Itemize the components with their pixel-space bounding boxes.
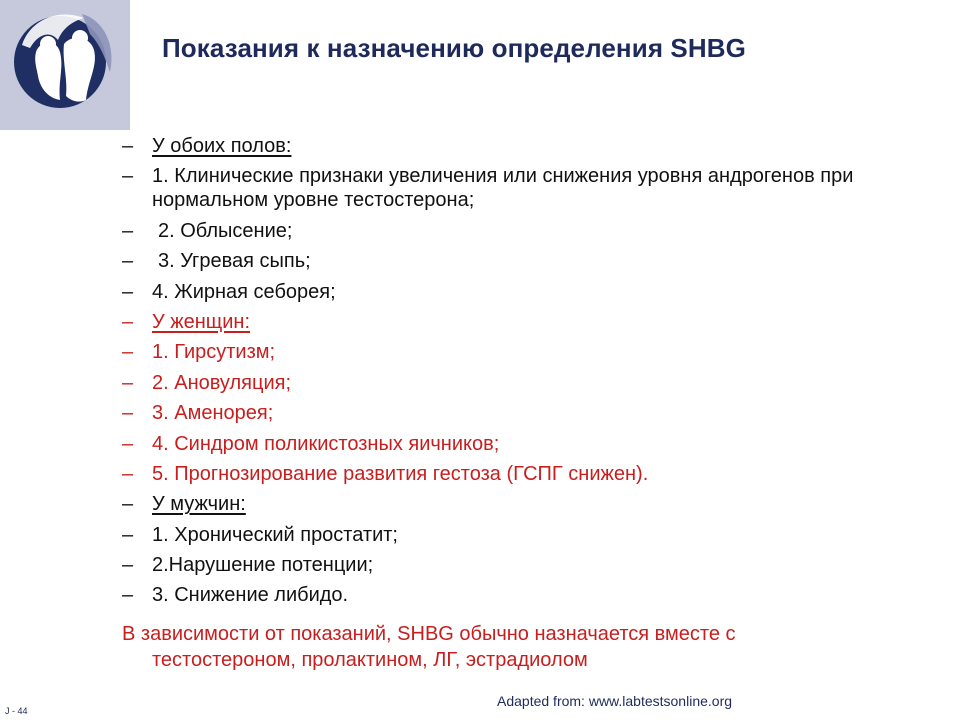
list-item-text: 3. Снижение либидо. — [152, 584, 349, 607]
summary-line-2: тестостероном, пролактином, ЛГ, эстрадиолом — [152, 649, 588, 671]
list-item — [122, 583, 932, 613]
list-item-men-header — [122, 492, 932, 522]
source-citation: Adapted from: www.labtestsonline.org — [497, 693, 733, 709]
list-item-text: 2. Ановуляция; — [152, 371, 292, 394]
list-item-text: У женщин: — [152, 310, 251, 333]
list-item-text: У мужчин: — [152, 493, 246, 516]
list-item-text: 3. Аменорея; — [152, 402, 274, 425]
summary-line-1: В зависимости от показаний, SHBG обычно назначается вместе с — [122, 623, 736, 645]
list-item-both-sexes-header — [122, 134, 932, 164]
list-item-text: 3. Угревая сыпь; — [158, 250, 311, 273]
bullet-marker: – — [122, 371, 134, 394]
bullet-marker: – — [122, 280, 134, 303]
bullet-marker: – — [122, 219, 134, 242]
list-item-text: 2. Облысение; — [158, 219, 293, 242]
list-item — [122, 280, 932, 310]
list-item — [122, 340, 932, 370]
list-item-text: У обоих полов: — [152, 135, 292, 157]
bullet-marker: – — [122, 341, 134, 364]
list-item-women-header — [122, 310, 932, 340]
list-item — [122, 371, 932, 401]
bullet-marker: – — [122, 402, 134, 425]
list-item-text: 4. Синдром поликистозных яичников; — [152, 432, 500, 455]
list-item — [122, 432, 932, 462]
list-item — [122, 249, 932, 279]
list-item-text: 4. Жирная себорея; — [152, 280, 336, 303]
bullet-marker: – — [122, 584, 134, 607]
list-item-text: 1. Гирсутизм; — [152, 341, 276, 364]
slide-code: J - 44 — [5, 706, 28, 716]
indication-list — [122, 134, 932, 614]
list-item — [122, 523, 932, 553]
globe-logo — [0, 0, 130, 130]
list-item — [122, 219, 932, 249]
list-item — [122, 164, 932, 218]
bullet-marker: – — [122, 554, 134, 577]
bullet-marker: – — [122, 310, 134, 333]
bullet-marker: – — [122, 135, 134, 157]
list-item — [122, 401, 932, 431]
bullet-marker: – — [122, 165, 134, 188]
bullet-marker: – — [122, 250, 134, 273]
list-item-text: 1. Хронический простатит; — [152, 523, 398, 546]
list-item — [122, 462, 932, 492]
list-item-text: 1. Клинические признаки увеличения или снижения уровня андрогенов при нормальном уровне тестостерона; — [152, 165, 854, 212]
list-item-text: 2.Нарушение потенции; — [152, 554, 374, 577]
bullet-marker: – — [122, 523, 134, 546]
bullet-marker: – — [122, 493, 134, 516]
summary-note — [122, 621, 922, 673]
bullet-marker: – — [122, 462, 134, 485]
list-item — [122, 553, 932, 583]
bullet-marker: – — [122, 432, 134, 455]
slide-title: Показания к назначению определения SHBG — [162, 33, 746, 63]
list-item-text: 5. Прогнозирование развития гестоза (ГСПГ снижен). — [152, 462, 649, 485]
